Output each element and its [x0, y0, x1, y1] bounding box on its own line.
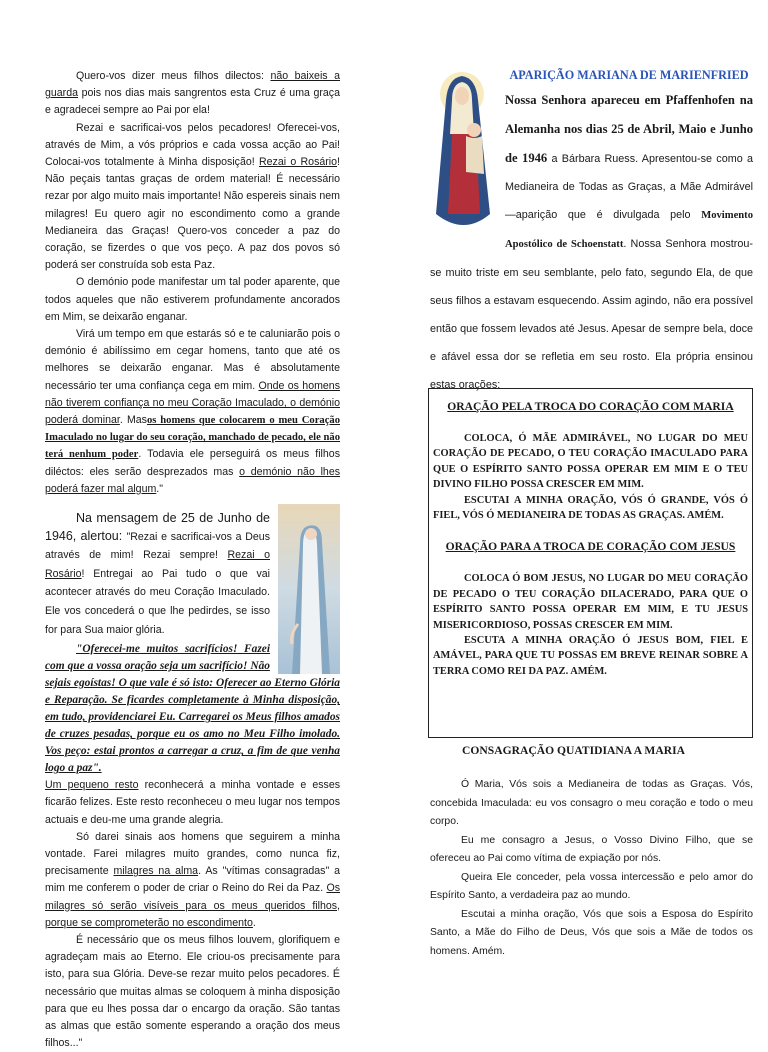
prayer-title: ORAÇÃO PELA TROCA DO CORAÇÃO COM MARIA — [447, 400, 734, 413]
paragraph: Queira Ele conceder, pela vossa intercessão e pelo amor do Espírito Santo, a verdadeira paz ao mundo. — [430, 871, 753, 901]
consecration-text — [430, 776, 753, 961]
paragraph: Eu me consagro a Jesus, o Vosso Divino Filho, que se ofereceu ao Pai como vítima de expiação por nós. — [430, 834, 753, 864]
prayer-text: COLOCA Ó BOM JESUS, NO LUGAR DO MEU CORAÇÃO DE PECADO O TEU CORAÇÃO DILACERADO, PARA QUE O ESPÍRITO SANTO POSSA OPERAR EM MIM, E TU JESUS MISERICORDIOSO, POSSAS CRESCER EM MIM. — [433, 573, 748, 631]
right-column: APARIÇÃO MARIANA DE MARIENFRIED Nossa Senhora apareceu em Pfaffenhofen na Alemanha nos dias 25 de Abril, Maio e Junho de 1946 a Bárbara Ruess. Apresentou-se como a Medianeira de Todas as Graças, a Mãe Admirável—aparição que é divulgada pelo Movimento Apostólico de Schoenstatt. Nossa Senhora mostrou-se muito triste em seu semblante, pelo fato, segundo Ela, de que seus filhos a estavam esquecendo. Assim agindo, não era possível então que fossem levados até Jesus. Apesar de sempre bela, doce e afável essa dor se refletia em seu rosto. Ela própria ensinou estas orações: — [430, 64, 753, 399]
prayer-text: ESCUTA A MINHA ORAÇÃO Ó JESUS BOM, FIEL E AMÁVEL, PARA QUE TU POSSAS EM BREVE REINAR SOBRE A TERRA COMO REI DA PAZ. AMÉM. — [433, 635, 748, 677]
paragraph: Só darei sinais aos homens que seguirem a minha vontade. Farei milagres muito grandes, como nunca fiz, precisamente milagres na alma. As "vítimas consagradas" a mim me conferem o poder de criar o Reino do Rei da Paz. Os milagres só serão visíveis para os meus queridos filhos, porque se comprometerão no escondimento. — [45, 830, 340, 929]
paragraph: É necessário que os meus filhos louvem, glorifiquem e agradeçam mais ao Eterno. Ele criou-os precisamente para isto, para sua Glória. Deve-se rezar muito pelos pecadores. É necessário que muitas almas se coloquem à minha disposição para que eu lhes possa dar o encargo da oração. São tantas as almas que estão somente esperando a oração dos meus filhos..." — [45, 934, 340, 1050]
paragraph: Na mensagem de 25 de Junho de 1946, alertou: "Rezai e sacrificai-vos a Deus através de mim! Rezai sempre! Rezai o Rosário! Entregai ao Pai tudo o que vai acontecer através do meu Coração Imaculado. Ele vos concederá o que lhe pedirdes, se isso for para Sua maior glória. — [45, 511, 270, 636]
prayer-text: COLOCA, Ó MÃE ADMIRÁVEL, NO LUGAR DO MEU CORAÇÃO DE PECADO, O TEU CORAÇÃO IMACULADO PARA QUE O ESPÍRITO SANTO POSSA OPERAR EM MIM E O TEU DIVINO FILHO POSSA CRESCER EM MIM. — [433, 433, 748, 491]
paragraph: O demónio pode manifestar um tal poder aparente, que todos aqueles que não estiverem profundamente ancorados em Mim, se deixarão enganar. — [45, 276, 340, 323]
paragraph: Quero-vos dizer meus filhos dilectos: não baixeis a guarda pois nos dias mais sangrentos esta Cruz é uma graça e agradecei sempre ao Pai por ela! — [45, 70, 340, 117]
quote-paragraph: "Oferecei-me muitos sacrifícios! Fazei com que a vossa oração seja um sacrifício! Não sejais egoístas! O que vale é só isto: Oferecer ao Eterno Glória e Reparação. Se ficardes completamente à Minha disposição, em tudo, providenciarei Eu. Carregarei os Meus filhos amados de cruzes pesadas, porque eu os amo no Meu Filho imolado. Vos peço: estai prontos a carregar a cruz, a fim de que venha logo a paz". — [45, 643, 340, 775]
paragraph: Um pequeno resto reconhecerá a minha vontade e esses ficarão felizes. Este resto reconheceu o meu lugar nos tempos actuais e deu-me uma grande alegria. — [45, 779, 341, 826]
paragraph: Escutai a minha oração, Vós que sois a Esposa do Espírito Santo, a Mãe do Filho de Deus, Vós que sois a Mãe de todos os homens. Amém. — [430, 908, 753, 957]
prayer-text: ESCUTAI A MINHA ORAÇÃO, VÓS Ó GRANDE, VÓS Ó FIEL, VÓS Ó MEDIANEIRA DE TODAS AS GRAÇAS. AMÉM. — [433, 494, 748, 522]
paragraph: Virá um tempo em que estarás só e te caluniarão pois o demónio é abilíssimo em cegar homens, tanto que até os melhores se deixarão enganar. Mas é absolutamente necessário ter uma confiança cega em mim. Onde os homens não tiverem confiança no meu Coração Imaculado, o demónio poderá dominar. Masos homens que colocarem o meu Coração Imaculado no lugar do seu coração, manchado de pecado, ele não terá nenhum poder. Todavia ele perseguirá os meus filhos diléctos: eles serão desprezados mas o demónio não lhes poderá fazer mal algum." — [45, 328, 341, 495]
prayer-title: ORAÇÃO PARA A TROCA DE CORAÇÃO COM JESUS — [445, 540, 736, 554]
prayers-box — [428, 388, 753, 738]
paragraph: Rezai e sacrificai-vos pelos pecadores! Oferecei-vos, através de Mim, a vós próprios e cada vossa acção ao Pai! Colocai-vos totalmente à Minha disposição! Rezai o Rosário! Não peçais tantas graças de ordem material! É necessário rezar por algo muito mais importante! Não espereis sinais nem milagres! Eu quero agir no escondimento como a grande Medianeira das Graças! Quero-vos conceder a paz do coração, se fizerdes o que vos peço. A paz dos povos só poderá ser construída sob esta Paz. — [45, 121, 340, 272]
virgin-mary-image — [278, 504, 340, 674]
section-title: CONSAGRAÇÃO QUATIDIANA A MARIA — [462, 744, 685, 757]
paragraph: Ó Maria, Vós sois a Medianeira de todas as Graças. Vós, concebida Imaculada: eu vos consagro o meu coração e todo o meu corpo. — [430, 779, 753, 827]
madonna-and-child-image — [430, 64, 498, 236]
left-column — [45, 68, 340, 1052]
page-title: APARIÇÃO MARIANA DE MARIENFRIED — [509, 68, 749, 82]
